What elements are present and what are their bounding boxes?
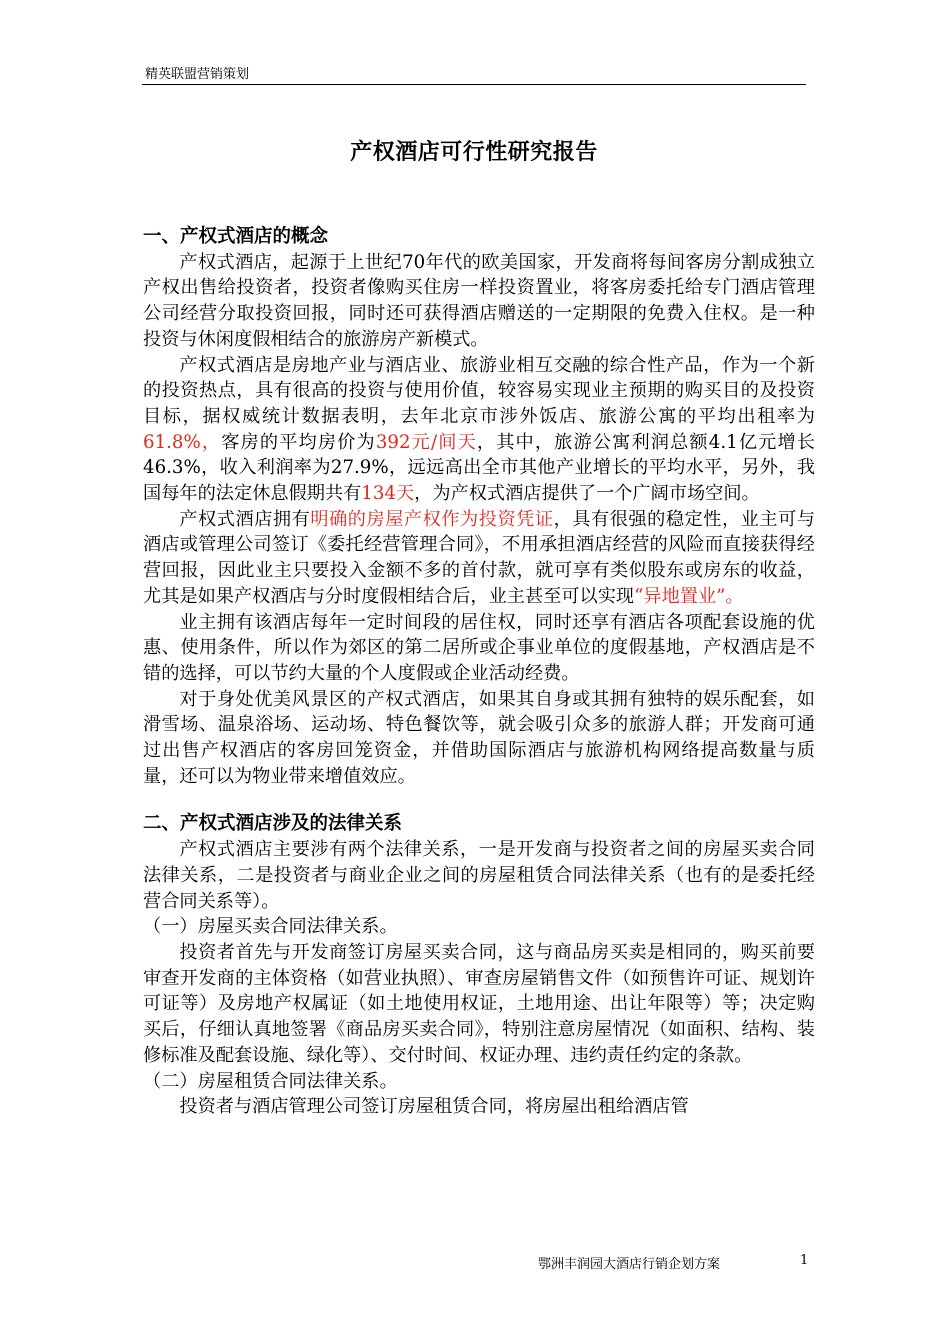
highlight-remote-property: “异地置业”。 bbox=[634, 585, 744, 607]
section-2-heading: 二、产权式酒店涉及的法律关系 bbox=[143, 813, 403, 835]
text-run: ，具有很强的稳定性，业主可与酒店或管理公司签订《委托经营管理合同》，不用承担酒店经营的风险而直接获得经营回报，因此业主只要投入金额不多的首付款，就可享有类似股东或房东的收益，尤其是如果产权酒店与分时度假相结合后，业主甚至可以实现 bbox=[143, 508, 815, 607]
highlight-room-price: 392元/间天 bbox=[375, 431, 477, 453]
section-1-heading: 一、产权式酒店的概念 bbox=[143, 226, 329, 247]
section-1-paragraph-4: 业主拥有该酒店每年一定时间段的居住权，同时还享有酒店各项配套设施的优惠、使用条件，所以作为郊区的第二居所或企事业单位的度假基地，产权酒店是不错的选择，可以节约大量的个人度假或企业活动经费。 bbox=[143, 611, 815, 684]
highlight-occupancy-rate: 61.8%， bbox=[143, 431, 222, 453]
text-run: 客房的平均房价为 bbox=[221, 431, 376, 453]
section-1-paragraph-2 bbox=[143, 353, 815, 507]
highlight-property-rights: 明确的房屋产权作为投资凭证 bbox=[310, 508, 554, 530]
text-run: 产权式酒店拥有 bbox=[179, 508, 311, 530]
text-run: ，其中，旅游公寓利润总额4.1亿元增长46.3%，收入利润率为27.9%，远远高出全市其他产业增长的平均水平，另外，我国每年的法定休息假期共有 bbox=[143, 431, 815, 505]
section-1-paragraph-3 bbox=[143, 507, 815, 610]
header-rule bbox=[142, 84, 806, 85]
section-2-paragraph-3: 投资者与酒店管理公司签订房屋租赁合同，将房屋出租给酒店管 bbox=[179, 1096, 689, 1118]
section-spacer bbox=[143, 789, 815, 811]
section-1-paragraph-1: 产权式酒店，起源于上世纪70年代的欧美国家，开发商将每间客房分割成独立产权出售给投资者，投资者像购买住房一样投资置业，将客房委托给专门酒店管理公司经营分取投资回报，同时还可获得酒店赠送的一定期限的免费入住权。是一种投资与休闲度假相结合的旅游房产新模式。 bbox=[143, 251, 815, 350]
page-footer: 鄂洲丰润园大酒店行销企划方案 bbox=[538, 1257, 721, 1272]
section-1-paragraph-5: 对于身处优美风景区的产权式酒店，如果其自身或其拥有独特的娱乐配套，如滑雪场、温泉浴场、运动场、特色餐饮等，就会吸引众多的旅游人群；开发商可通过出售产权酒店的客房回笼资金，并借助国际酒店与旅游机构网络提高数量与质量，还可以为物业带来增值效应。 bbox=[143, 688, 815, 787]
subsection-1-heading: （一）房屋买卖合同法律关系。 bbox=[143, 916, 398, 938]
page-header: 精英联盟营销策划 bbox=[145, 67, 250, 82]
section-2-paragraph-1: 产权式酒店主要涉有两个法律关系，一是开发商与投资者之间的房屋买卖合同法律关系，二是投资者与商业企业之间的房屋租赁合同法律关系（也有的是委托经营合同关系等）。 bbox=[143, 839, 815, 912]
subsection-2-heading: （二）房屋租赁合同法律关系。 bbox=[143, 1070, 398, 1092]
highlight-holiday-days: 134天 bbox=[361, 483, 415, 505]
text-run: ，为产权式酒店提供了一个广阔市场空间。 bbox=[414, 483, 760, 505]
section-2-paragraph-2: 投资者首先与开发商签订房屋买卖合同，这与商品房买卖是相同的，购买前要审查开发商的主体资格（如营业执照）、审查房屋销售文件（如预售许可证、规划许可证等）及房地产权属证（如土地使用权证，土地用途、出让年限等）等；决定购买后，仔细认真地签署《商品房买卖合同》，特别注意房屋情况（如面积、结构、装修标准及配套设施、绿化等）、交付时间、权证办理、违约责任约定的条款。 bbox=[143, 941, 815, 1066]
document-title: 产权酒店可行性研究报告 bbox=[350, 140, 598, 165]
text-run: 产权式酒店是房地产业与酒店业、旅游业相互交融的综合性产品，作为一个新的投资热点，具有很高的投资与使用价值，较容易实现业主预期的购买目的及投资目标，据权威统计数据表明，去年北京市涉外饭店、旅游公寓的平均出租率为 bbox=[143, 354, 815, 427]
document-body bbox=[143, 224, 815, 1120]
page-number: 1 bbox=[800, 1253, 809, 1268]
